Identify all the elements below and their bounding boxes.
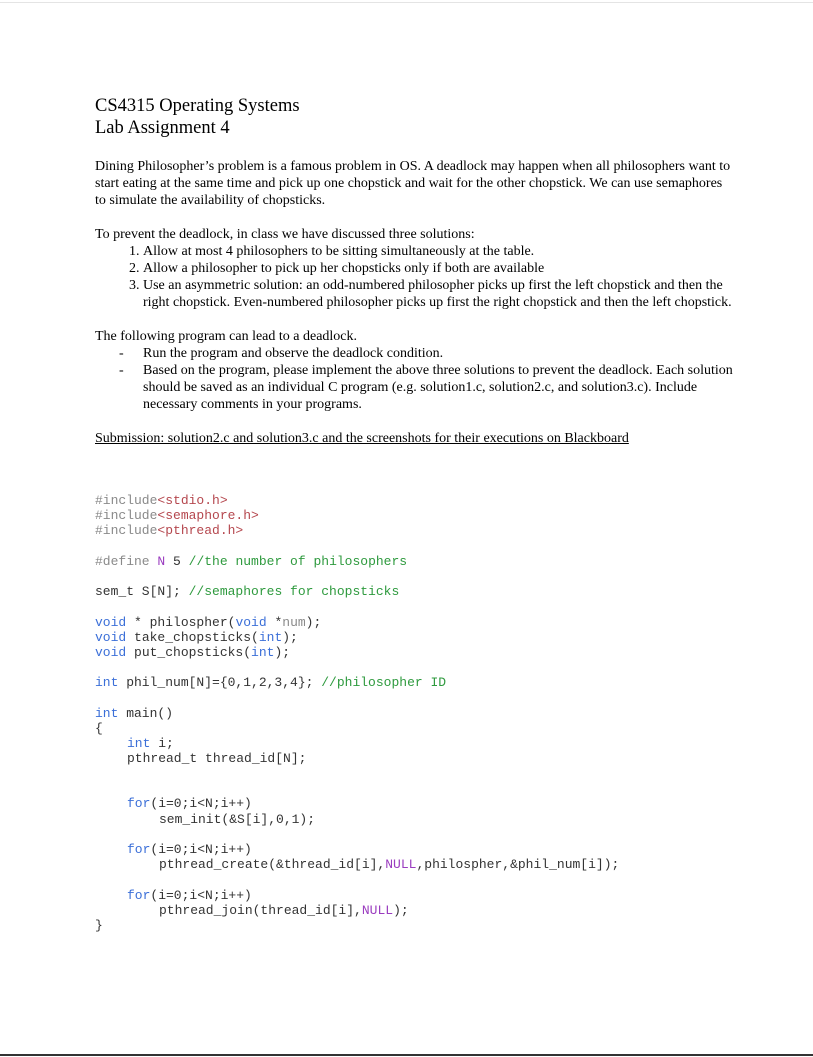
program-intro: The following program can lead to a deadlock.: [95, 329, 358, 344]
code-line: int i;: [127, 736, 174, 751]
code-listing: [95, 493, 795, 933]
code-line: pthread_t thread_id[N];: [127, 751, 307, 767]
code-line: void * philospher(void *num);: [95, 614, 322, 630]
course-title: CS4315 Operating Systems: [95, 96, 300, 116]
solution-item: 2. Allow a philosopher to pick up her chopsticks only if both are available: [143, 260, 735, 277]
solutions-intro: To prevent the deadlock, in class we have discussed three solutions:: [95, 227, 475, 242]
solution-item: 3. Use an asymmetric solution: an odd-numbered philosopher picks up first the left chopstick and then the right chopstick. Even-numbered philosopher picks up first the right chopstick and then the left chopstick.: [143, 277, 735, 311]
code-line: pthread_create(&thread_id[i],NULL,philospher,&phil_num[i]);: [159, 857, 620, 873]
code-line: sem_t S[N]; //semaphores for chopsticks: [95, 584, 400, 600]
page-bottom-border: [0, 1054, 813, 1056]
code-line: #define N 5 //the number of philosophers: [95, 553, 408, 569]
page-top-border: [0, 2, 813, 3]
assignment-title: Lab Assignment 4: [95, 118, 230, 138]
code-line: pthread_join(thread_id[i],NULL);: [159, 902, 409, 918]
code-line: #include<pthread.h>: [95, 523, 244, 539]
document-body: [95, 95, 735, 447]
code-line: void put_chopsticks(int);: [95, 644, 291, 660]
code-line: int phil_num[N]={0,1,2,3,4}; //philosopher ID: [95, 675, 447, 691]
code-line: }: [95, 917, 103, 933]
code-line: for(i=0;i<N;i++): [127, 841, 252, 857]
solution-item: 1. Allow at most 4 philosophers to be sitting simultaneously at the table.: [143, 243, 735, 260]
task-item: - Run the program and observe the deadlock condition.: [143, 345, 735, 362]
solutions-list: [95, 243, 735, 311]
code-line: for(i=0;i<N;i++): [127, 796, 252, 812]
code-line: void take_chopsticks(int);: [95, 629, 298, 645]
task-item: - Based on the program, please implement the above three solutions to prevent the deadlock. Each solution should be saved as an individual C program (e.g. solution1.c, solution2.c, and solution3.c). Include necessary comments in your programs.: [143, 362, 735, 413]
submission-note: Submission: solution2.c and solution3.c and the screenshots for their executions on Blackboard: [95, 431, 629, 446]
code-line: for(i=0;i<N;i++): [127, 887, 252, 903]
code-line: #include<semaphore.h>: [95, 508, 259, 524]
tasks-list: [95, 345, 735, 413]
code-line: sem_init(&S[i],0,1);: [159, 811, 316, 827]
code-line: {: [95, 720, 103, 736]
code-line: int main(): [95, 705, 174, 721]
intro-paragraph: Dining Philosopher’s problem is a famous problem in OS. A deadlock may happen when all philosophers want to start eating at the same time and pick up one chopstick and wait for the other chopstick. We can use semaphores to simulate the availability of chopsticks.: [95, 159, 731, 208]
code-line: #include<stdio.h>: [95, 493, 228, 508]
